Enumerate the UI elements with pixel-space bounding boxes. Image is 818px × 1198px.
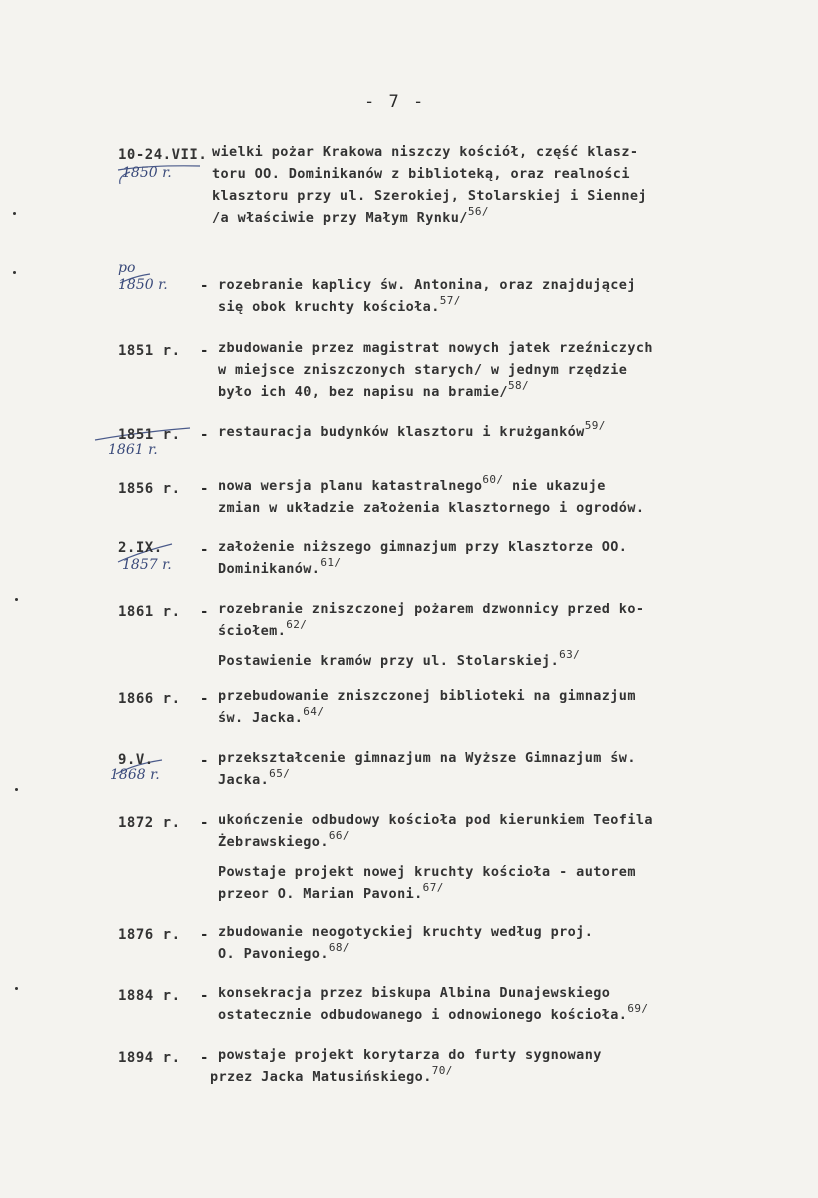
entry-line-tail: nie ukazuje — [503, 478, 606, 494]
footnote-ref: 63/ — [559, 648, 581, 661]
entry-date: 2.IX. — [118, 540, 163, 556]
entry-dash: - — [200, 691, 209, 707]
entry-text — [218, 274, 636, 318]
page-number: - 7 - — [364, 92, 426, 112]
entry-line: było ich 40, bez napisu na bramie/ — [218, 384, 508, 400]
entry-dash: - — [200, 481, 209, 497]
entry-text — [212, 141, 647, 229]
entry-line: zbudowanie przez magistrat nowych jatek rzeźniczych — [218, 340, 653, 356]
entry-text — [218, 747, 636, 791]
entry-date: 1884 r. — [118, 988, 181, 1004]
entry-line: restauracja budynków klasztoru i krużganków — [218, 424, 585, 440]
footnote-ref: 59/ — [584, 419, 606, 432]
footnote-ref: 65/ — [269, 767, 291, 780]
entry-line: powstaje projekt korytarza do furty sygnowany — [218, 1047, 602, 1063]
entry-text — [218, 421, 606, 443]
entry-line: toru OO. Dominikanów z biblioteką, oraz realności — [212, 166, 630, 182]
entry-dash: - — [200, 988, 209, 1004]
entry-dash: - — [200, 815, 209, 831]
entry-date: 1872 r. — [118, 815, 181, 831]
entry-text — [218, 598, 644, 672]
entry-date-handwritten: 1850 r. — [122, 165, 172, 181]
entry-date-handwritten: 1861 r. — [108, 442, 158, 458]
entry-date: 1876 r. — [118, 927, 181, 943]
entry-date-handwritten: 1868 r. — [110, 767, 160, 783]
entry-line: ukończenie odbudowy kościoła pod kierunkiem Teofila — [218, 812, 653, 828]
entry-line: Postawienie kramów przy ul. Stolarskiej. — [218, 653, 560, 669]
entry-line: O. Pavoniego. — [218, 946, 329, 962]
entry-text — [210, 1044, 602, 1088]
entry-line: klasztoru przy ul. Szerokiej, Stolarskiej i Siennej — [212, 188, 647, 204]
entry-dash: - — [200, 278, 209, 294]
entry-text — [218, 475, 644, 519]
footnote-ref: 69/ — [627, 1002, 649, 1015]
entry-date-handwritten: po — [118, 260, 136, 276]
footnote-ref: 66/ — [328, 829, 350, 842]
entry-line: nowa wersja planu katastralnego — [218, 478, 483, 494]
entry-dash: - — [200, 427, 209, 443]
footnote-ref: 56/ — [467, 205, 489, 218]
entry-date-handwritten: 1850 r. — [118, 277, 168, 293]
entry-line: ostatecznie odbudowanego i odnowionego kościoła. — [218, 1007, 628, 1023]
entry-dash: - — [200, 604, 209, 620]
entry-line: przekształcenie gimnazjum na Wyższe Gimnazjum św. — [218, 750, 636, 766]
entry-text — [218, 809, 653, 905]
entry-date: 1861 r. — [118, 604, 181, 620]
footnote-ref: 64/ — [303, 705, 325, 718]
entry-line: przeor O. Marian Pavoni. — [218, 886, 423, 902]
entry-text — [218, 685, 636, 729]
entry-line: wielki pożar Krakowa niszczy kościół, część klasz- — [212, 144, 639, 160]
footnote-ref: 62/ — [286, 618, 308, 631]
entry-date: 1851 r. — [118, 343, 181, 359]
entry-text — [218, 337, 653, 403]
entry-dash: - — [200, 927, 209, 943]
entry-line: św. Jacka. — [218, 710, 304, 726]
entry-line: założenie niższego gimnazjum przy klasztorze OO. — [218, 539, 628, 555]
entry-text — [218, 536, 627, 580]
entry-dash: - — [200, 542, 209, 558]
entry-date-handwritten: 1857 r. — [122, 557, 172, 573]
entry-line: Powstaje projekt nowej kruchty kościoła - autorem — [218, 864, 636, 880]
entry-line: Dominikanów. — [218, 561, 321, 577]
entry-line: przez Jacka Matusińskiego. — [210, 1069, 432, 1085]
entry-line: Żebrawskiego. — [218, 834, 329, 850]
entry-dash: - — [200, 343, 209, 359]
entry-date: 1866 r. — [118, 691, 181, 707]
entry-date: 1894 r. — [118, 1050, 181, 1066]
entry-line: zbudowanie neogotyckiej kruchty według proj. — [218, 924, 594, 940]
footnote-ref: 61/ — [320, 556, 342, 569]
entry-date: 10-24.VII. — [118, 147, 208, 163]
footnote-ref: 60/ — [482, 473, 504, 486]
entry-line: rozebranie kaplicy św. Antonina, oraz znajdującej — [218, 277, 636, 293]
entry-line: Jacka. — [218, 772, 270, 788]
entry-dash: - — [200, 1050, 209, 1066]
entry-line: ściołem. — [218, 623, 287, 639]
entry-text — [218, 982, 648, 1026]
footnote-ref: 58/ — [507, 379, 530, 392]
entry-date: 9.V. — [118, 752, 154, 768]
footnote-ref: 57/ — [439, 294, 461, 307]
entry-date: 1851 r. — [118, 427, 181, 443]
footnote-ref: 67/ — [422, 881, 444, 894]
footnote-ref: 70/ — [431, 1064, 453, 1077]
entry-line: konsekracja przez biskupa Albina Dunajewskiego — [218, 985, 611, 1001]
entry-line: rozebranie zniszczonej pożarem dzwonnicy przed ko- — [218, 601, 645, 617]
entry-text — [218, 921, 593, 965]
entry-date: 1856 r. — [118, 481, 181, 497]
entry-line: /a właściwie przy Małym Rynku/ — [212, 210, 468, 226]
entry-line: się obok kruchty kościoła. — [218, 299, 440, 315]
entry-dash: - — [200, 753, 209, 769]
entry-line: przebudowanie zniszczonej biblioteki na gimnazjum — [218, 688, 636, 704]
entry-line: w miejsce zniszczonych starych/ w jednym rzędzie — [218, 362, 628, 378]
entry-line: zmian w układzie założenia klasztornego i ogrodów. — [218, 500, 645, 516]
footnote-ref: 68/ — [328, 941, 350, 954]
